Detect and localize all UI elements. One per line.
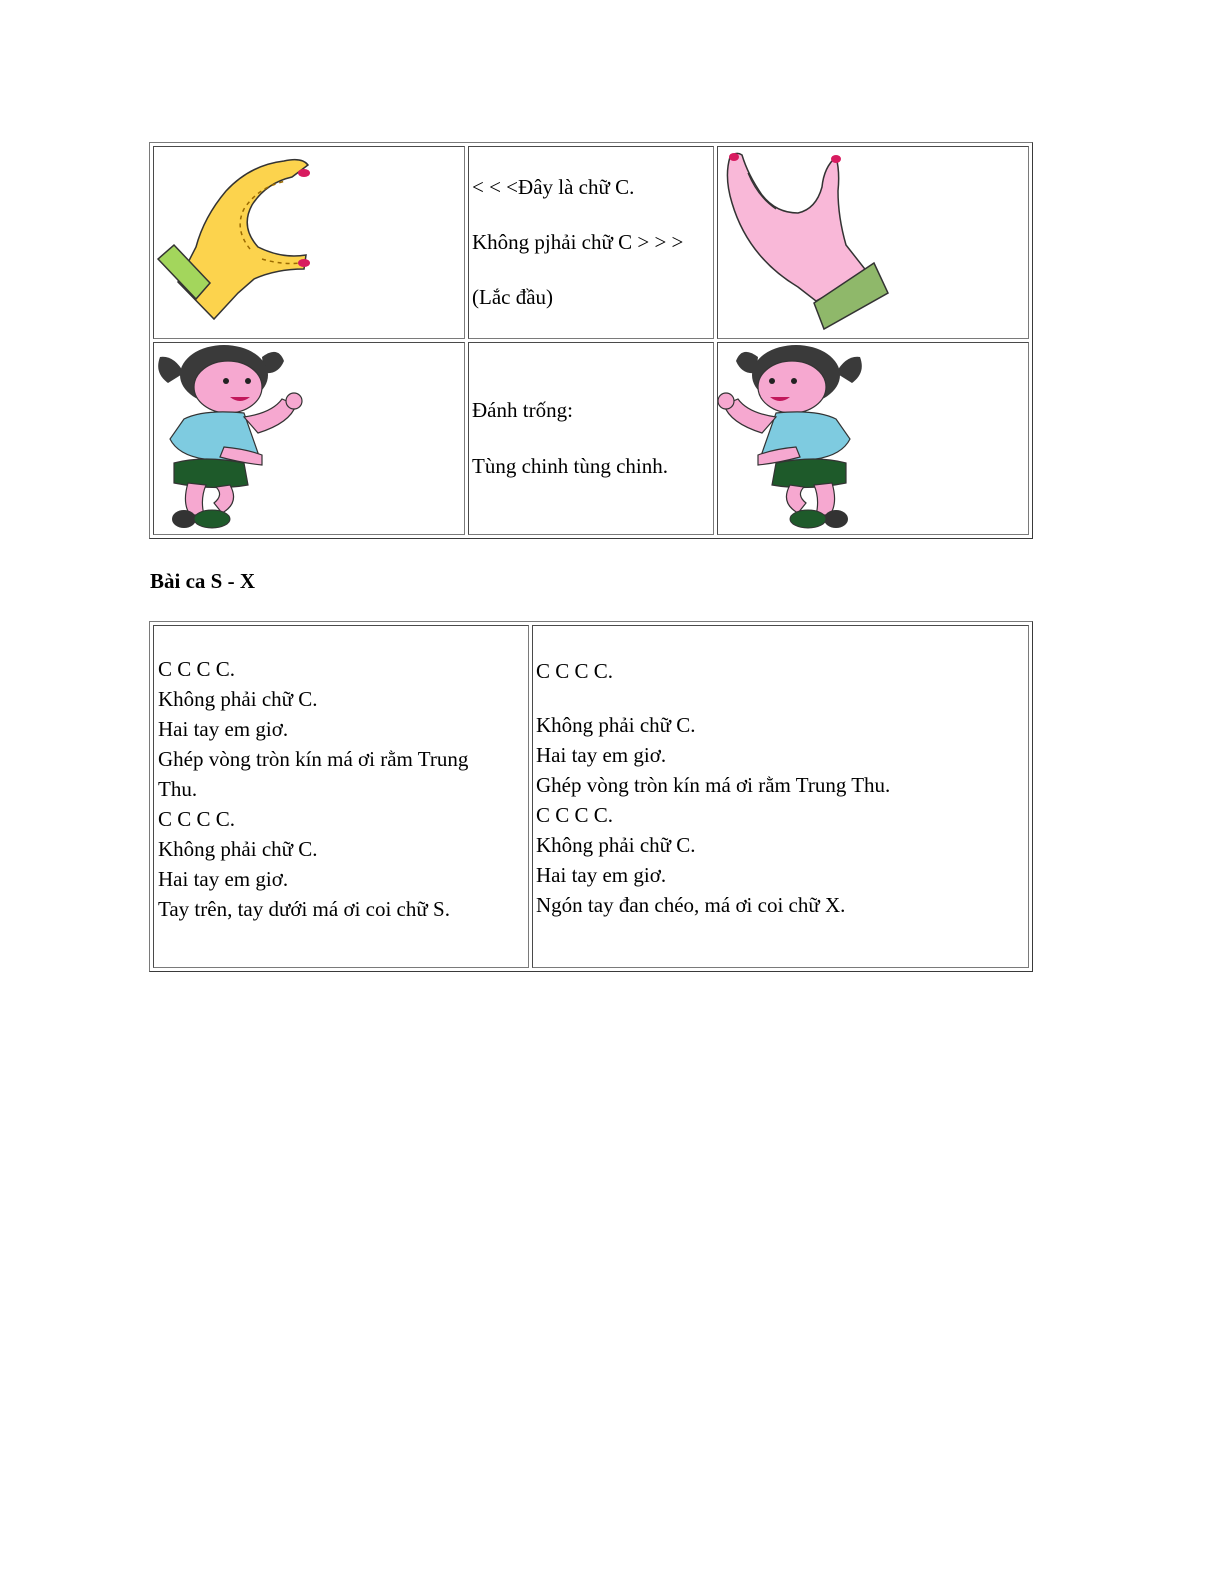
cupped-hand-icon — [718, 147, 1028, 338]
lyric-line: C C C C. — [536, 659, 614, 683]
picture-cell — [153, 146, 465, 339]
song-title: Bài ca S - X — [150, 569, 255, 593]
instruction-cell — [468, 342, 714, 535]
lyric-line: Hai tay em giơ. — [158, 717, 289, 741]
line-gap — [536, 686, 1028, 710]
lyric-line: Hai tay em giơ. — [536, 743, 667, 767]
instruction-cell — [468, 146, 714, 339]
lyric-line: Hai tay em giơ. — [536, 863, 667, 887]
lyrics-right-cell — [532, 625, 1029, 968]
lyrics-table — [149, 621, 1033, 972]
c-shaped-hand-icon — [154, 147, 464, 338]
lyric-line: Không phải chữ C. — [158, 687, 318, 711]
dancing-girl-icon — [154, 343, 464, 534]
lyric-line: Tay trên, tay dưới má ơi coi chữ S. — [158, 897, 450, 921]
lyric-line: Ghép vòng tròn kín má ơi rằm Trung — [158, 747, 469, 771]
lyric-line: C C C C. — [158, 807, 236, 831]
lyric-line: Không phải chữ C. — [536, 713, 696, 737]
picture-row — [153, 146, 1029, 339]
lyric-line: Hai tay em giơ. — [158, 867, 289, 891]
instruction-line: Đánh trống: — [472, 398, 573, 423]
lyric-line: Ghép vòng tròn kín má ơi rằm Trung Thu. — [536, 773, 891, 797]
lyrics-left-cell — [153, 625, 529, 968]
instruction-line: < < <Đây là chữ C. — [472, 174, 635, 199]
instruction-line: Không pjhải chữ C > > > — [472, 229, 684, 254]
picture-row — [153, 342, 1029, 535]
lyric-line: Thu. — [158, 777, 198, 801]
lyric-line: C C C C. — [158, 657, 236, 681]
lyrics-row — [153, 625, 1029, 968]
lyric-line: Không phải chữ C. — [158, 837, 318, 861]
picture-cell — [717, 146, 1029, 339]
lyric-line: Ngón tay đan chéo, má ơi coi chữ X. — [536, 893, 846, 917]
instruction-line: (Lắc đầu) — [472, 285, 554, 310]
dancing-girl-mirrored-icon — [718, 343, 1028, 534]
lyric-line: C C C C. — [536, 803, 614, 827]
lyric-line: Không phải chữ C. — [536, 833, 696, 857]
picture-cell — [717, 342, 1029, 535]
picture-table — [149, 142, 1033, 539]
instruction-line: Tùng chinh tùng chinh. — [472, 453, 668, 478]
picture-cell — [153, 342, 465, 535]
